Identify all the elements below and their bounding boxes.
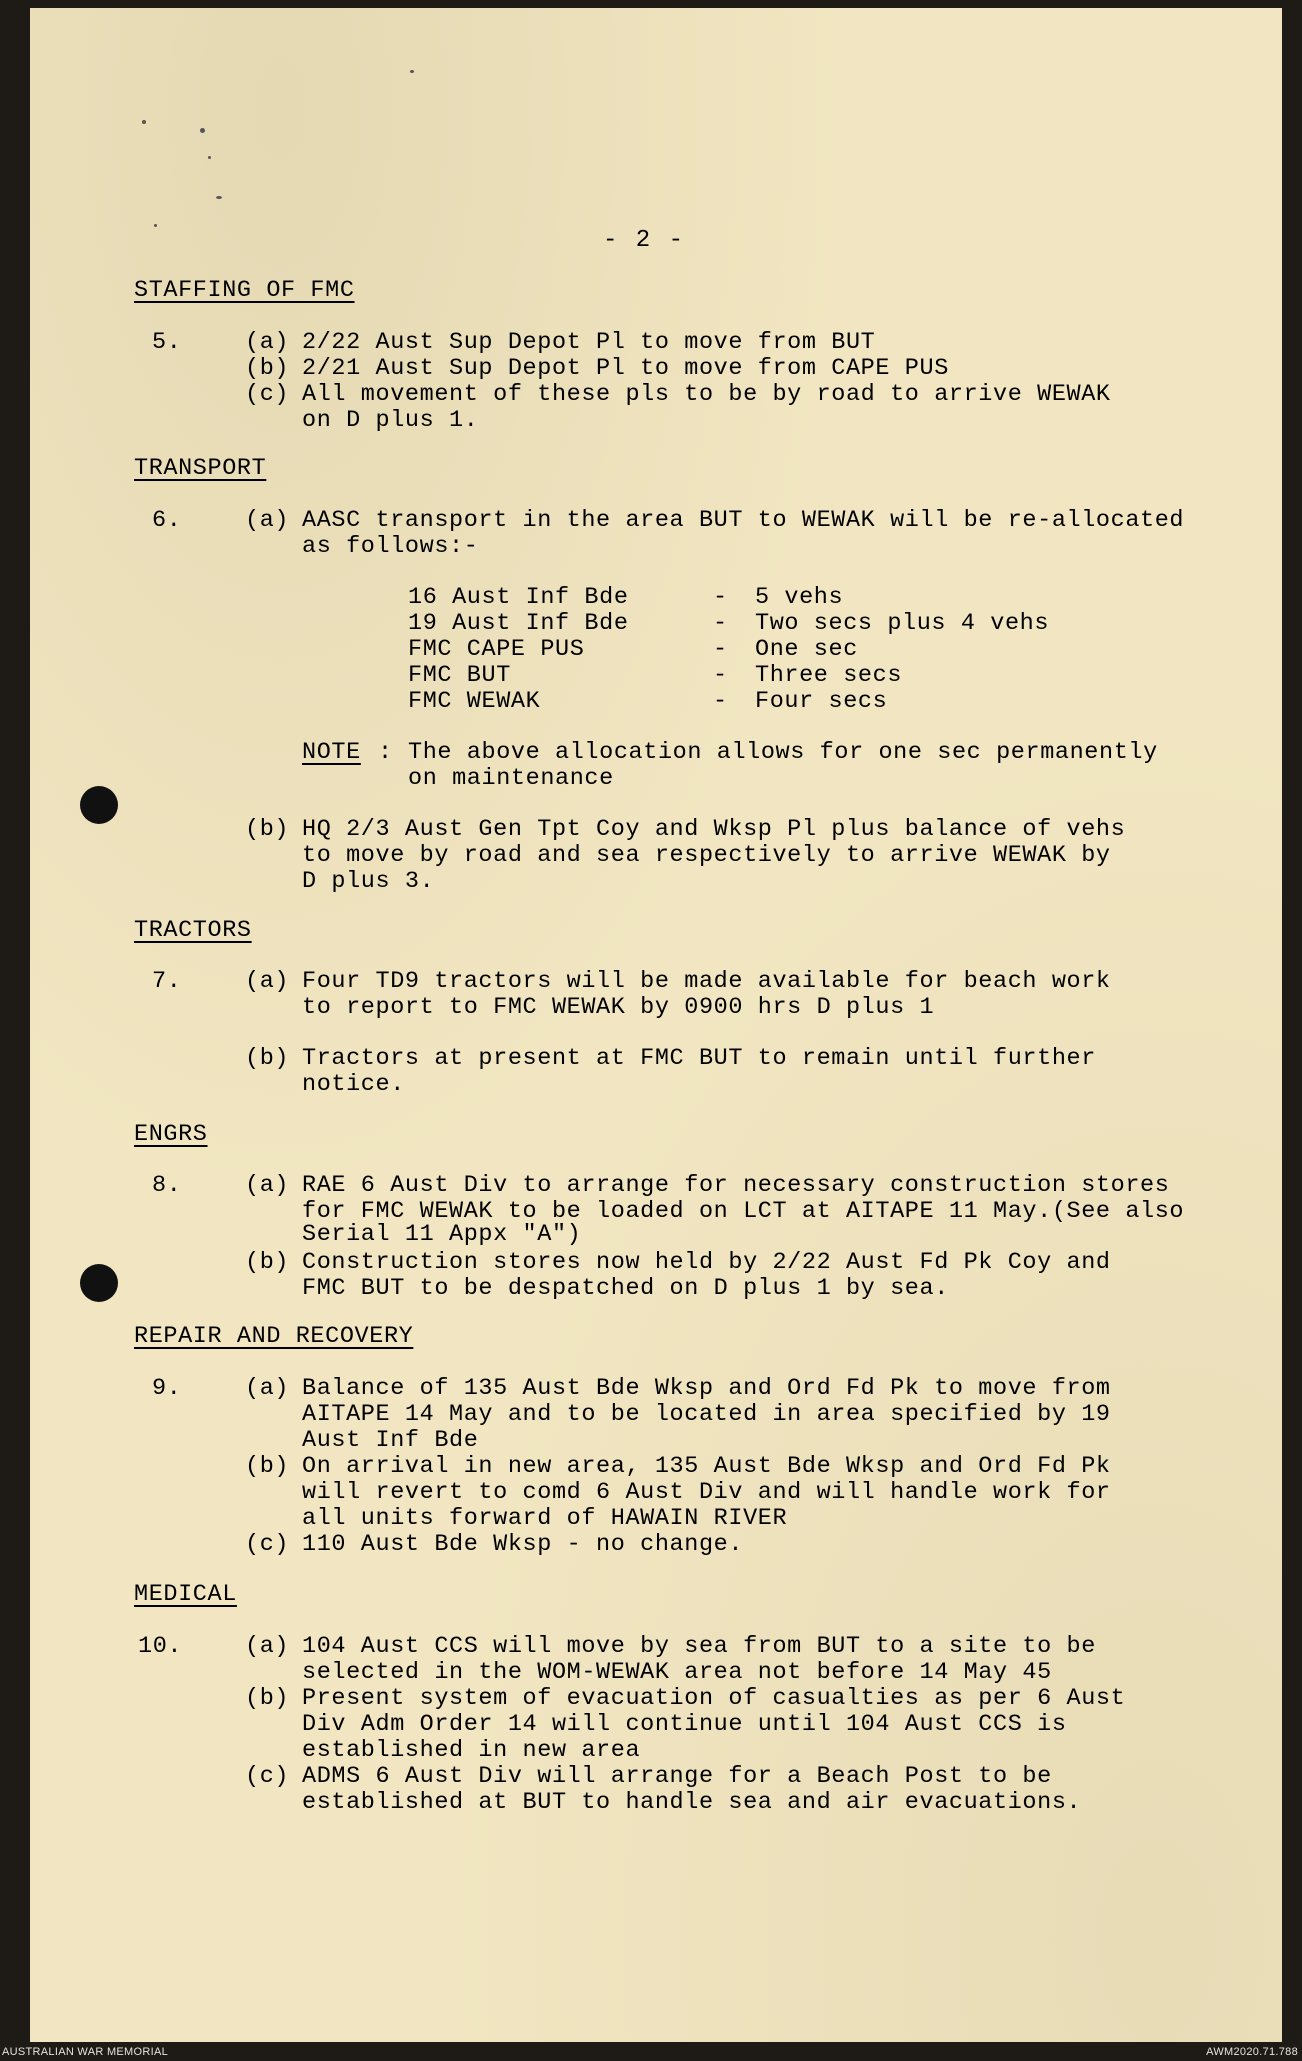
para-num-6: 6. [152, 507, 182, 534]
label-5c: (c) [245, 381, 290, 408]
text-5c-line1: All movement of these pls to be by road to arrive WEWAK [302, 381, 1111, 408]
text-6b-line1: HQ 2/3 Aust Gen Tpt Coy and Wksp Pl plus balance of vehs [302, 816, 1126, 843]
alloc-qty: 5 vehs [755, 584, 844, 611]
label-10a: (a) [245, 1633, 290, 1660]
text-6a-line2: as follows:- [302, 533, 479, 560]
text-8a-line3: Serial 11 Appx "A") [302, 1221, 582, 1248]
alloc-dash: - [713, 662, 728, 689]
text-10a-line1: 104 Aust CCS will move by sea from BUT to a site to be [302, 1633, 1096, 1660]
heading-transport: TRANSPORT [134, 455, 267, 482]
text-10a-line2: selected in the WOM-WEWAK area not before 14 May 45 [302, 1659, 1052, 1686]
label-9b: (b) [245, 1453, 290, 1480]
text-8b-line1: Construction stores now held by 2/22 Aust Fd Pk Coy and [302, 1249, 1111, 1276]
text-9b-line2: will revert to comd 6 Aust Div and will handle work for [302, 1479, 1111, 1506]
text-9a-line1: Balance of 135 Aust Bde Wksp and Ord Fd Pk to move from [302, 1375, 1111, 1402]
alloc-unit: 19 Aust Inf Bde [408, 610, 629, 637]
text-6b-line3: D plus 3. [302, 868, 435, 895]
text-7b-line2: notice. [302, 1071, 405, 1098]
text-10b-line2: Div Adm Order 14 will continue until 104 Aust CCS is [302, 1711, 1067, 1738]
label-5a: (a) [245, 329, 290, 356]
text-8a-line1: RAE 6 Aust Div to arrange for necessary construction stores [302, 1172, 1170, 1199]
note-label: NOTE [302, 739, 361, 766]
label-9a: (a) [245, 1375, 290, 1402]
text-5c-line2: on D plus 1. [302, 407, 479, 434]
text-10c-line2: established at BUT to handle sea and air evacuations. [302, 1789, 1082, 1816]
label-6b: (b) [245, 816, 290, 843]
text-5a-line1: 2/22 Aust Sup Depot Pl to move from BUT [302, 329, 876, 356]
alloc-unit: FMC BUT [408, 662, 511, 689]
alloc-qty: Two secs plus 4 vehs [755, 610, 1050, 637]
punch-hole-bottom [80, 1264, 118, 1302]
heading-staffing: STAFFING OF FMC [134, 277, 355, 304]
label-5b: (b) [245, 355, 290, 382]
label-10b: (b) [245, 1685, 290, 1712]
note-line2: on maintenance [408, 765, 614, 792]
label-8b: (b) [245, 1249, 290, 1276]
text-9a-line2: AITAPE 14 May and to be located in area specified by 19 [302, 1401, 1111, 1428]
page-number: - 2 - [603, 227, 686, 254]
note-colon: : [378, 739, 393, 766]
heading-tractors: TRACTORS [134, 917, 252, 944]
footer-accession-number: AWM2020.71.788 [1206, 2046, 1298, 2058]
alloc-dash: - [713, 636, 728, 663]
punch-hole-top [80, 786, 118, 824]
alloc-qty: Three secs [755, 662, 903, 689]
text-7b-line1: Tractors at present at FMC BUT to remain until further [302, 1045, 1096, 1072]
para-num-5: 5. [152, 329, 182, 356]
text-6a-line1: AASC transport in the area BUT to WEWAK will be re-allocated [302, 507, 1185, 534]
para-num-10: 10. [138, 1633, 183, 1660]
text-8b-line2: FMC BUT to be despatched on D plus 1 by sea. [302, 1275, 949, 1302]
text-7a-line2: to report to FMC WEWAK by 0900 hrs D plus 1 [302, 994, 935, 1021]
alloc-dash: - [713, 610, 728, 637]
text-6b-line2: to move by road and sea respectively to arrive WEWAK by [302, 842, 1111, 869]
heading-engrs: ENGRS [134, 1121, 208, 1148]
heading-medical: MEDICAL [134, 1581, 237, 1608]
text-10b-line1: Present system of evacuation of casualties as per 6 Aust [302, 1685, 1126, 1712]
para-num-7: 7. [152, 968, 182, 995]
alloc-dash: - [713, 688, 728, 715]
alloc-unit: FMC CAPE PUS [408, 636, 585, 663]
text-10c-line1: ADMS 6 Aust Div will arrange for a Beach Post to be [302, 1763, 1052, 1790]
text-8a-line2: for FMC WEWAK to be loaded on LCT at AITAPE 11 May.(See also [302, 1198, 1185, 1225]
alloc-qty: Four secs [755, 688, 888, 715]
text-9c-line1: 110 Aust Bde Wksp - no change. [302, 1531, 744, 1558]
para-num-8: 8. [152, 1172, 182, 1199]
text-7a-line1: Four TD9 tractors will be made available for beach work [302, 968, 1111, 995]
text-10b-line3: established in new area [302, 1737, 641, 1764]
alloc-qty: One sec [755, 636, 858, 663]
label-9c: (c) [245, 1531, 290, 1558]
alloc-unit: FMC WEWAK [408, 688, 541, 715]
note-line1: The above allocation allows for one sec permanently [408, 739, 1158, 766]
para-num-9: 9. [152, 1375, 182, 1402]
footer-archive-name: AUSTRALIAN WAR MEMORIAL [2, 2046, 169, 2058]
label-8a: (a) [245, 1172, 290, 1199]
alloc-dash: - [713, 584, 728, 611]
paper-specks [90, 28, 390, 228]
text-5b-line1: 2/21 Aust Sup Depot Pl to move from CAPE PUS [302, 355, 949, 382]
text-9b-line1: On arrival in new area, 135 Aust Bde Wksp and Ord Fd Pk [302, 1453, 1111, 1480]
label-7b: (b) [245, 1045, 290, 1072]
text-9a-line3: Aust Inf Bde [302, 1427, 479, 1454]
label-10c: (c) [245, 1763, 290, 1790]
label-7a: (a) [245, 968, 290, 995]
label-6a: (a) [245, 507, 290, 534]
text-9b-line3: all units forward of HAWAIN RIVER [302, 1505, 788, 1532]
alloc-unit: 16 Aust Inf Bde [408, 584, 629, 611]
heading-repair: REPAIR AND RECOVERY [134, 1323, 414, 1350]
